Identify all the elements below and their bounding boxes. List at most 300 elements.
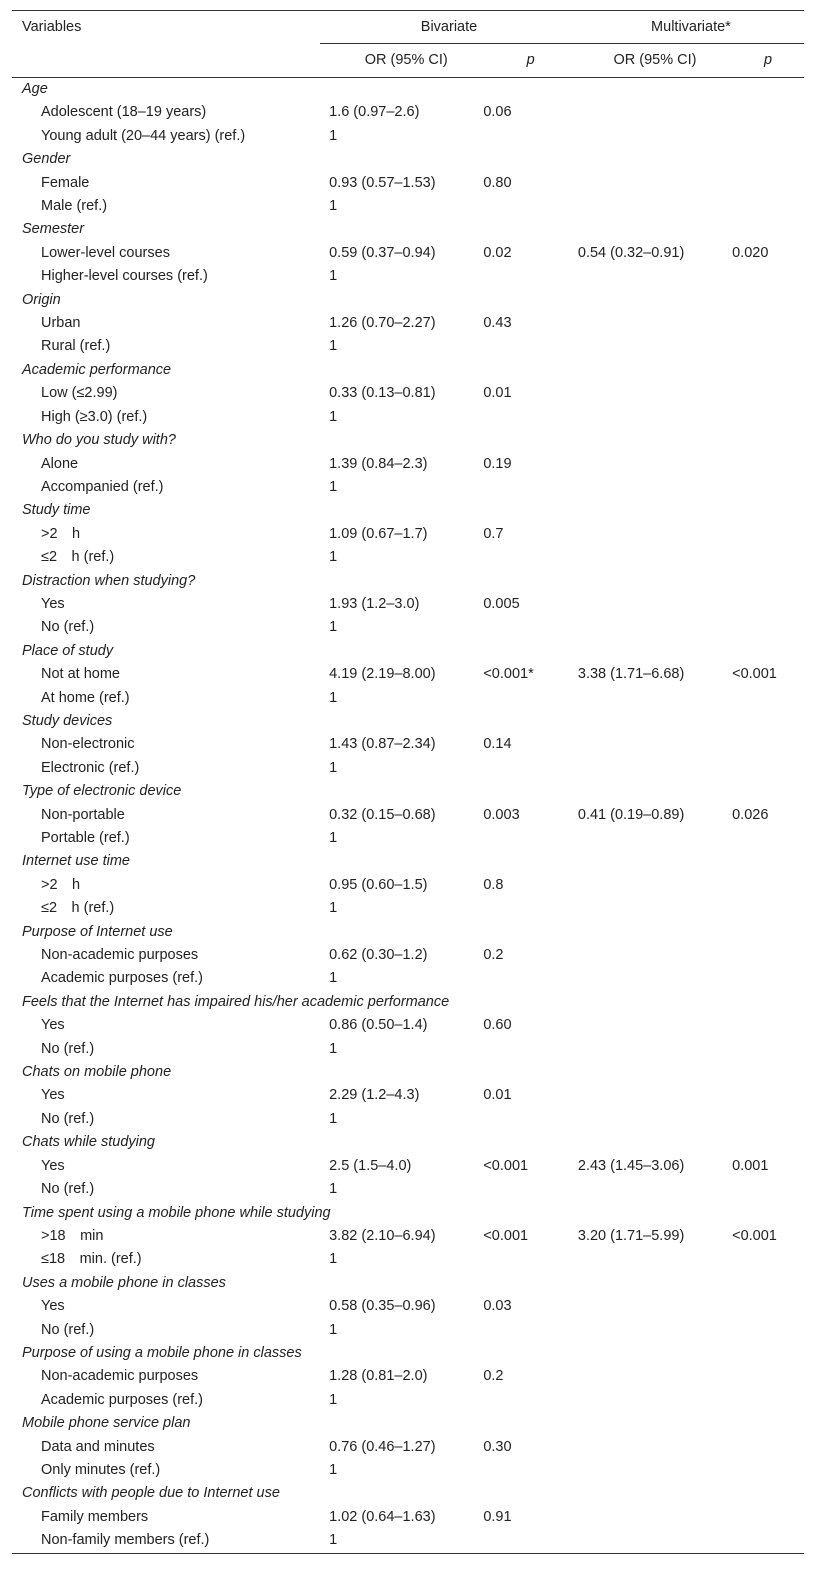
multivariate-or-cell (578, 1038, 732, 1061)
multivariate-or-cell (578, 453, 732, 476)
group-row (12, 780, 804, 803)
bivariate-or-cell: 1 (329, 127, 338, 144)
bivariate-or-cell: 0.95 (0.60–1.5) (329, 876, 428, 893)
bivariate-p-cell: 0.91 (483, 1508, 512, 1525)
multivariate-p-cell: <0.001 (732, 666, 777, 683)
bivariate-or-cell: 1 (329, 689, 338, 706)
multivariate-or-cell (578, 265, 732, 288)
bivariate-p-cell: 0.60 (483, 1017, 512, 1034)
bivariate-p-cell: 0.01 (483, 385, 512, 402)
multivariate-p-cell (732, 1108, 804, 1131)
multivariate-p-cell (732, 476, 804, 499)
variable-label: Urban (41, 315, 81, 332)
bivariate-or-cell: 1 (329, 830, 338, 846)
group-row (12, 78, 804, 102)
bivariate-or-cell: 1 (329, 268, 338, 285)
bivariate-p-cell: 0.02 (483, 244, 512, 261)
group-label: Academic performance (22, 361, 172, 378)
multivariate-or-cell: 0.41 (0.19–0.89) (577, 806, 685, 823)
variable-label: Not at home (41, 666, 120, 683)
multivariate-p-cell (732, 195, 804, 218)
group-row (12, 148, 804, 171)
multivariate-or-cell (578, 101, 732, 124)
bivariate-or-cell: 0.59 (0.37–0.94) (329, 244, 436, 261)
multivariate-or-cell (578, 1389, 732, 1412)
group-row (12, 1272, 804, 1295)
group-row (12, 218, 804, 241)
group-label: Origin (22, 291, 61, 308)
table-body (12, 78, 804, 1554)
multivariate-p-cell (732, 1295, 804, 1318)
variable-label: At home (ref.) (41, 689, 130, 706)
bivariate-p-cell: 0.005 (483, 595, 520, 612)
variable-label: No (ref.) (41, 1040, 95, 1057)
multivariate-p-cell (732, 897, 804, 920)
multivariate-or-cell (578, 1014, 732, 1037)
multivariate-or-cell (578, 1248, 732, 1271)
variable-label: Alone (41, 455, 79, 472)
bivariate-or-cell: 1 (329, 1391, 338, 1408)
variable-label: Rural (ref.) (41, 338, 111, 355)
variable-label: No (ref.) (41, 619, 95, 636)
table-row (12, 804, 804, 827)
bivariate-p-cell (483, 265, 578, 288)
bivariate-or-cell: 0.86 (0.50–1.4) (329, 1017, 428, 1034)
variable-label: Adolescent (18–19 years) (41, 104, 207, 121)
group-row (12, 640, 804, 663)
table-row (12, 874, 804, 897)
table-row (12, 242, 804, 265)
table-row (12, 453, 804, 476)
multivariate-p-cell (732, 593, 804, 616)
table-row (12, 897, 804, 920)
variable-label: No (ref.) (41, 1110, 95, 1127)
table-row (12, 1459, 804, 1482)
group-label: Feels that the Internet has impaired his/her academic performance (22, 993, 450, 1010)
bivariate-p-cell: 0.2 (483, 947, 504, 964)
group-row (12, 1061, 804, 1084)
variable-label: Academic purposes (ref.) (41, 1391, 203, 1408)
multivariate-p-cell (732, 1014, 804, 1037)
variable-label: Lower-level courses (41, 244, 170, 261)
table-row (12, 125, 804, 148)
group-label: Purpose of using a mobile phone in classes (22, 1344, 302, 1361)
group-label: Who do you study with? (22, 432, 176, 449)
bivariate-p-cell: 0.06 (483, 104, 512, 121)
bivariate-or-cell: 1 (329, 1321, 338, 1338)
group-row (12, 850, 804, 873)
group-label: Uses a mobile phone in classes (22, 1274, 226, 1291)
group-label: Type of electronic device (22, 783, 182, 800)
group-label: Distraction when studying? (22, 572, 196, 589)
results-table (12, 10, 804, 1554)
multivariate-p-cell (732, 1436, 804, 1459)
bivariate-p-cell: <0.001 (483, 1227, 529, 1244)
multivariate-p-cell (732, 1389, 804, 1412)
bivariate-p-cell (483, 1178, 578, 1201)
group-label: Conflicts with people due to Internet use (22, 1485, 280, 1502)
table-row (12, 1084, 804, 1107)
bivariate-or-cell: 2.5 (1.5–4.0) (329, 1157, 412, 1174)
variable-label: ≤2 h (ref.) (41, 549, 115, 566)
bivariate-p-cell (483, 1459, 578, 1482)
group-row (12, 1412, 804, 1435)
variables-subheader (12, 44, 320, 78)
bivariate-or-cell: 1 (329, 1181, 338, 1198)
bivariate-p-cell (483, 897, 578, 920)
table-row (12, 406, 804, 429)
variable-label: Yes (41, 1017, 65, 1034)
bivariate-p-cell: 0.19 (483, 455, 512, 472)
bivariate-or-cell: 1 (329, 1251, 338, 1268)
multivariate-or-cell: 3.38 (1.71–6.68) (577, 666, 685, 683)
multivariate-or-cell (578, 1529, 732, 1553)
table-row (12, 663, 804, 686)
table-row (12, 1529, 804, 1553)
bivariate-p-cell (483, 1038, 578, 1061)
variable-label: Yes (41, 595, 65, 612)
table-row (12, 1365, 804, 1388)
multivariate-or-cell (578, 125, 732, 148)
bivariate-or-cell: 1.26 (0.70–2.27) (329, 315, 436, 332)
table-row (12, 1506, 804, 1529)
multivariate-p-cell (732, 1248, 804, 1271)
bivariate-or-cell: 1.6 (0.97–2.6) (329, 104, 420, 121)
multivariate-p-cell (732, 616, 804, 639)
bivariate-p-cell: 0.7 (483, 525, 504, 542)
multivariate-p-cell (732, 453, 804, 476)
variable-label: Non-academic purposes (41, 1368, 199, 1385)
bivariate-or-cell: 1 (329, 619, 338, 636)
variable-label: Low (≤2.99) (41, 385, 118, 402)
multivariate-p-cell (732, 172, 804, 195)
bivariate-p-cell (483, 1108, 578, 1131)
table-row (12, 827, 804, 850)
variable-label: ≤18 min. (ref.) (41, 1251, 142, 1268)
table-row (12, 476, 804, 499)
multivariate-p-cell (732, 874, 804, 897)
group-row (12, 359, 804, 382)
bivariate-or-cell: 1 (329, 1110, 338, 1127)
table-row (12, 616, 804, 639)
table-row (12, 944, 804, 967)
variable-label: Yes (41, 1087, 65, 1104)
table-row (12, 1248, 804, 1271)
group-label: Chats on mobile phone (22, 1064, 172, 1081)
bivariate-or-cell: 1 (329, 970, 338, 987)
variable-label: Female (41, 174, 90, 191)
variable-label: No (ref.) (41, 1181, 95, 1198)
bivariate-p-cell (483, 125, 578, 148)
group-row (12, 991, 804, 1014)
bivariate-or-cell: 0.93 (0.57–1.53) (329, 174, 436, 191)
multivariate-p-cell (732, 546, 804, 569)
group-row (12, 289, 804, 312)
multivariate-or-cell (578, 312, 732, 335)
multivariate-p-cell (732, 733, 804, 756)
bivariate-p-cell: 0.003 (483, 806, 520, 823)
multivariate-p-cell (732, 523, 804, 546)
multivariate-p-cell (732, 312, 804, 335)
multivariate-p-cell (732, 827, 804, 850)
table-row (12, 1436, 804, 1459)
group-row (12, 1202, 804, 1225)
bivariate-or-cell: 0.58 (0.35–0.96) (329, 1298, 436, 1315)
variable-label: Young adult (20–44 years) (ref.) (41, 127, 246, 144)
bivariate-p-header: p (483, 44, 578, 78)
bivariate-header: Bivariate (320, 11, 578, 44)
table-row (12, 312, 804, 335)
bivariate-or-cell: 1.28 (0.81–2.0) (329, 1368, 428, 1385)
variable-label: Non-academic purposes (41, 947, 199, 964)
table-row (12, 1038, 804, 1061)
bivariate-p-cell: 0.03 (483, 1298, 512, 1315)
group-label: Gender (22, 151, 71, 168)
group-row (12, 570, 804, 593)
variables-header: Variables (12, 11, 320, 44)
bivariate-p-cell (483, 546, 578, 569)
multivariate-or-cell: 3.20 (1.71–5.99) (577, 1227, 685, 1244)
table-row (12, 593, 804, 616)
multivariate-p-cell (732, 335, 804, 358)
bivariate-or-cell: 1.09 (0.67–1.7) (329, 525, 428, 542)
multivariate-or-cell: 2.43 (1.45–3.06) (577, 1157, 685, 1174)
multivariate-or-cell (578, 616, 732, 639)
variable-label: ≤2 h (ref.) (41, 900, 115, 917)
multivariate-p-cell (732, 1084, 804, 1107)
group-label: Purpose of Internet use (22, 923, 173, 940)
multivariate-p-cell (732, 687, 804, 710)
multivariate-or-cell (578, 827, 732, 850)
group-row (12, 921, 804, 944)
bivariate-p-cell: 0.30 (483, 1438, 512, 1455)
bivariate-p-cell (483, 757, 578, 780)
bivariate-p-cell: 0.80 (483, 174, 512, 191)
bivariate-p-cell (483, 1248, 578, 1271)
bivariate-or-cell: 4.19 (2.19–8.00) (329, 666, 436, 683)
bivariate-p-cell: <0.001 (483, 1157, 529, 1174)
multivariate-p-cell (732, 406, 804, 429)
bivariate-p-cell (483, 967, 578, 990)
variable-label: Higher-level courses (ref.) (41, 268, 208, 285)
multivariate-p-cell (732, 1038, 804, 1061)
bivariate-or-cell: 1.43 (0.87–2.34) (329, 736, 436, 753)
multivariate-or-header: OR (95% CI) (578, 44, 732, 78)
bivariate-p-cell (483, 1389, 578, 1412)
multivariate-or-cell (578, 546, 732, 569)
table-row (12, 335, 804, 358)
multivariate-or-cell (578, 476, 732, 499)
table-header (12, 11, 804, 78)
bivariate-or-cell: 1 (329, 900, 338, 917)
variable-label: >2 h (41, 876, 81, 893)
bivariate-or-cell: 0.62 (0.30–1.2) (329, 947, 428, 964)
variable-label: Non-family members (ref.) (12, 1529, 320, 1553)
multivariate-p-cell (732, 1365, 804, 1388)
group-row (12, 499, 804, 522)
table-row (12, 1155, 804, 1178)
multivariate-or-cell (578, 1506, 732, 1529)
group-label: Semester (22, 221, 85, 238)
bivariate-or-cell: 0.32 (0.15–0.68) (329, 806, 436, 823)
multivariate-or-cell (578, 1178, 732, 1201)
multivariate-or-cell: 0.54 (0.32–0.91) (577, 244, 685, 261)
multivariate-or-cell (578, 733, 732, 756)
multivariate-or-cell (578, 1084, 732, 1107)
multivariate-or-cell (578, 593, 732, 616)
group-row (12, 429, 804, 452)
multivariate-or-cell (578, 523, 732, 546)
bivariate-or-cell: 1 (320, 1529, 483, 1553)
multivariate-or-cell (578, 195, 732, 218)
multivariate-p-cell: 0.001 (732, 1157, 769, 1174)
bivariate-or-cell: 1 (329, 198, 338, 215)
bivariate-or-cell: 1 (329, 338, 338, 355)
variable-label: Male (ref.) (41, 198, 108, 215)
multivariate-or-cell (578, 1436, 732, 1459)
multivariate-or-cell (578, 897, 732, 920)
multivariate-or-cell (578, 687, 732, 710)
multivariate-p-cell (732, 1459, 804, 1482)
variable-label: High (≥3.0) (ref.) (41, 408, 148, 425)
bivariate-or-header: OR (95% CI) (320, 44, 483, 78)
bivariate-or-cell: 1 (329, 478, 338, 495)
multivariate-or-cell (578, 1319, 732, 1342)
bivariate-p-cell (483, 827, 578, 850)
table-row (12, 1319, 804, 1342)
multivariate-or-cell (578, 335, 732, 358)
variable-label: No (ref.) (41, 1321, 95, 1338)
multivariate-or-cell (578, 172, 732, 195)
bivariate-p-cell (483, 1319, 578, 1342)
bivariate-p-cell (483, 616, 578, 639)
multivariate-p-cell: 0.020 (732, 244, 769, 261)
variable-label: Portable (ref.) (41, 830, 130, 846)
table-row (12, 1108, 804, 1131)
multivariate-or-cell (578, 1459, 732, 1482)
bivariate-or-cell: 1.39 (0.84–2.3) (329, 455, 428, 472)
bivariate-or-cell: 0.33 (0.13–0.81) (329, 385, 436, 402)
bivariate-p-cell: 0.8 (483, 876, 504, 893)
multivariate-p-cell (732, 382, 804, 405)
variable-label: Family members (41, 1508, 149, 1525)
multivariate-or-cell (578, 757, 732, 780)
variable-label: >2 h (41, 525, 81, 542)
header-row-columns (12, 44, 804, 78)
multivariate-p-cell (732, 265, 804, 288)
group-row (12, 710, 804, 733)
table-row (12, 195, 804, 218)
table-row (12, 1178, 804, 1201)
multivariate-or-cell (578, 406, 732, 429)
group-row (12, 1342, 804, 1365)
multivariate-p-cell (732, 1529, 804, 1553)
table-row (12, 967, 804, 990)
bivariate-or-cell: 1 (329, 549, 338, 566)
variable-label: Only minutes (ref.) (41, 1461, 161, 1478)
group-label: Place of study (22, 642, 114, 659)
multivariate-or-cell (578, 1108, 732, 1131)
bivariate-p-cell: 0.43 (483, 315, 512, 332)
multivariate-p-cell (732, 1506, 804, 1529)
group-label: Internet use time (22, 853, 130, 870)
variable-label: Academic purposes (ref.) (41, 970, 203, 987)
bivariate-p-cell: <0.001* (483, 666, 534, 683)
bivariate-or-cell: 2.29 (1.2–4.3) (329, 1087, 420, 1104)
multivariate-p-cell (732, 101, 804, 124)
bivariate-or-cell: 1.02 (0.64–1.63) (329, 1508, 436, 1525)
group-label: Study devices (22, 712, 113, 729)
multivariate-p-cell: <0.001 (732, 1227, 777, 1244)
variable-label: Yes (41, 1298, 65, 1315)
bivariate-p-cell (483, 335, 578, 358)
table-row (12, 523, 804, 546)
multivariate-or-cell (578, 1365, 732, 1388)
bivariate-or-cell: 3.82 (2.10–6.94) (329, 1227, 436, 1244)
multivariate-p-cell (732, 1178, 804, 1201)
multivariate-or-cell (578, 967, 732, 990)
multivariate-or-cell (578, 874, 732, 897)
table-row (12, 546, 804, 569)
group-row (12, 1131, 804, 1154)
group-label: Study time (22, 502, 91, 519)
variable-label: Non-portable (41, 806, 125, 823)
bivariate-p-cell: 0.14 (483, 736, 512, 753)
bivariate-p-cell (483, 476, 578, 499)
multivariate-p-cell (732, 1319, 804, 1342)
group-row (12, 1482, 804, 1505)
multivariate-p-cell (732, 757, 804, 780)
table-row (12, 1295, 804, 1318)
bivariate-or-cell: 1 (329, 408, 338, 425)
multivariate-p-cell (732, 944, 804, 967)
multivariate-or-cell (578, 1295, 732, 1318)
bivariate-or-cell: 1 (329, 1461, 338, 1478)
table-row (12, 733, 804, 756)
group-label: Mobile phone service plan (22, 1415, 191, 1432)
multivariate-p-cell: 0.026 (732, 806, 769, 823)
table-row (12, 1389, 804, 1412)
table-row (12, 687, 804, 710)
bivariate-p-cell (483, 195, 578, 218)
group-label: Time spent using a mobile phone while studying (22, 1204, 331, 1221)
table-row (12, 382, 804, 405)
bivariate-p-cell (483, 406, 578, 429)
multivariate-p-cell (732, 125, 804, 148)
bivariate-p-cell: 0.2 (483, 1368, 504, 1385)
bivariate-p-cell (483, 687, 578, 710)
bivariate-or-cell: 1 (329, 1040, 338, 1057)
group-label: Age (22, 81, 48, 97)
group-label: Chats while studying (22, 1134, 155, 1151)
bivariate-p-cell (483, 1529, 578, 1553)
table-row (12, 1014, 804, 1037)
multivariate-p-header: p (732, 44, 804, 78)
multivariate-or-cell (578, 944, 732, 967)
bivariate-or-cell: 1 (329, 759, 338, 776)
table-row (12, 1225, 804, 1248)
table-row (12, 101, 804, 124)
table-row (12, 265, 804, 288)
variable-label: Electronic (ref.) (41, 759, 140, 776)
variable-label: Data and minutes (41, 1438, 155, 1455)
variable-label: >18 min (41, 1227, 104, 1244)
variable-label: Yes (41, 1157, 65, 1174)
multivariate-or-cell (578, 382, 732, 405)
table-row (12, 172, 804, 195)
bivariate-or-cell: 1.93 (1.2–3.0) (329, 595, 420, 612)
header-row-groups (12, 11, 804, 44)
